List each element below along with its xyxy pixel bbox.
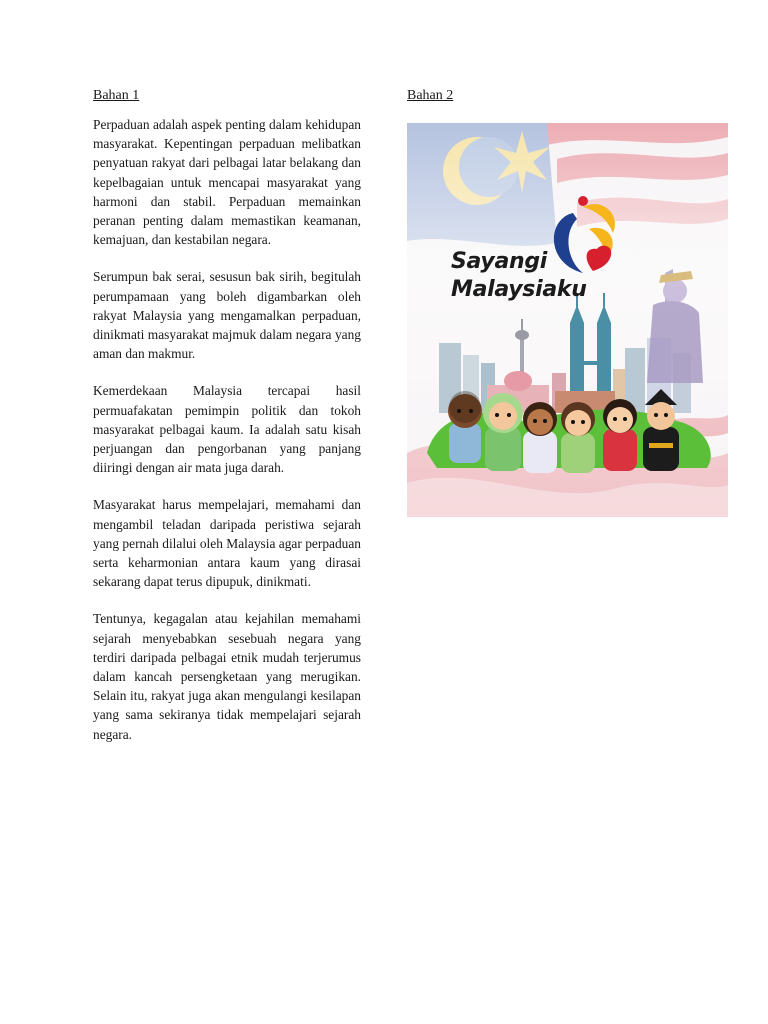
paragraph-4: Masyarakat harus mempelajari, memahami dan mengambil teladan daripada peristiwa sejarah yang pernah dilalui oleh Malaysia agar perpaduan serta keharmonian antara kaum yang dirasai sekarang dapat terus dipupuk, dinikmati.	[93, 497, 361, 590]
bahan-1-heading: Bahan 1	[93, 88, 140, 103]
bahan-2-heading: Bahan 2	[407, 88, 454, 103]
paragraph-3: Kemerdekaan Malaysia tercapai hasil permuafakatan pemimpin politik dan tokoh masyarakat pelbagai kaum. Ia adalah satu kisah perjuangan dan pengorbanan yang panjang diiringi dengan air mata juga darah.	[93, 383, 361, 476]
paragraph-5: Tentunya, kegagalan atau kejahilan memahami sejarah menyebabkan sesebuah negara yang terdiri daripada pelbagai etnik mudah terjerumus dalam kancah persengketaan yang merugikan. Selain itu, rakyat juga akan mengulangi kesilapan yang sama sekiranya tidak mempelajari sejarah negara.	[93, 611, 361, 742]
bahan-1-column	[93, 86, 361, 762]
poster-title-line-1: Sayangi	[451, 249, 548, 274]
poster-artwork	[407, 123, 728, 517]
sayangi-malaysiaku-poster	[407, 123, 728, 517]
poster-title	[451, 248, 587, 304]
paragraph-1: Perpaduan adalah aspek penting dalam kehidupan masyarakat. Kepentingan perpaduan melibatkan penyatuan rakyat dari pelbagai latar belakang dan kepelbagaian untuk mencapai masyarakat yang harmoni dan stabil. Perpaduan memainkan peranan penting dalam memastikan keamanan, kemajuan, dan kestabilan negara.	[93, 117, 361, 248]
bahan-2-column	[407, 86, 728, 302]
poster-title-line-2: Malaysiaku	[451, 277, 587, 302]
paragraph-2: Serumpun bak serai, sesusun bak sirih, begitulah perumpamaan yang boleh digambarkan oleh rakyat Malaysia yang mengamalkan perpaduan, dinikmati masyarakat majmuk dalam negara yang aman dan makmur.	[93, 269, 361, 362]
